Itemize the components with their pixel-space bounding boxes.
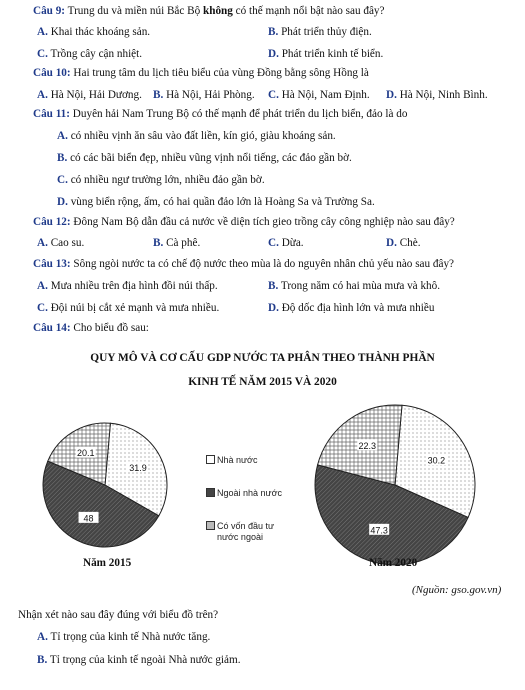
q11-option-c[interactable]: C. có nhiều ngư trường lớn, nhiều đảo gần bờ. — [57, 174, 265, 186]
data-label: 31.9 — [129, 462, 147, 473]
q10-option-b[interactable]: B. Hà Nội, Hải Phòng. — [153, 89, 255, 101]
q14-option-b[interactable]: B. Tỉ trọng của kinh tế ngoài Nhà nước giảm. — [37, 654, 241, 666]
pie-label-2020: Năm 2020 — [369, 557, 418, 569]
q11-stem: Câu 11: Duyên hải Nam Trung Bộ có thế mạnh để phát triển du lịch biển, đảo là do — [33, 108, 408, 120]
data-label: 47.3 — [370, 525, 388, 536]
q14-option-a[interactable]: A. Tỉ trọng của kinh tế Nhà nước tăng. — [37, 631, 211, 643]
q12-option-c[interactable]: C. Dừa. — [268, 237, 304, 249]
q10-option-a[interactable]: A. Hà Nội, Hải Dương. — [37, 89, 142, 101]
question-number: Câu 12: — [33, 216, 71, 228]
legend-item-nonstate: Ngoài nhà nước — [206, 488, 282, 499]
q9-option-d[interactable]: D. Phát triển kinh tế biển. — [268, 48, 384, 60]
question-number: Câu 10: — [33, 67, 71, 79]
q11-option-d[interactable]: D. vùng biển rộng, ấm, có hai quần đảo lớn là Hoàng Sa và Trường Sa. — [57, 196, 375, 208]
q9-option-a[interactable]: A. Khai thác khoáng sản. — [37, 26, 151, 38]
data-label: 22.3 — [358, 440, 377, 451]
legend-item-fdi-line2: nước ngoài — [217, 532, 263, 542]
q12-option-b[interactable]: B. Cà phê. — [153, 237, 201, 249]
q13-stem: Câu 13: Sông ngòi nước ta có chế độ nước theo mùa là do nguyên nhân chủ yếu nào sau đây? — [33, 258, 455, 270]
q12-stem: Câu 12: Đông Nam Bộ dẫn đầu cả nước về diện tích gieo trồng cây công nghiệp nào sau đây? — [33, 216, 455, 228]
chart-title-line2: KINH TẾ NĂM 2015 VÀ 2020 — [188, 376, 337, 388]
legend-item-state: Nhà nước — [206, 455, 282, 466]
q13-option-a[interactable]: A. Mưa nhiều trên địa hình đồi núi thấp. — [37, 280, 218, 292]
q9-option-b[interactable]: B. Phát triển thủy điện. — [268, 26, 372, 38]
q10-option-d[interactable]: D. Hà Nội, Ninh Bình. — [386, 89, 488, 101]
q14-question: Nhận xét nào sau đây đúng với biểu đồ trên? — [18, 609, 219, 621]
q12-option-d[interactable]: D. Chè. — [386, 237, 421, 249]
q9-option-c[interactable]: C. Trồng cây cận nhiệt. — [37, 48, 143, 60]
q13-option-c[interactable]: C. Đội núi bị cắt xẻ mạnh và mưa nhiều. — [37, 302, 220, 314]
legend-swatch-dots — [206, 455, 215, 464]
q11-option-a[interactable]: A. có nhiều vịnh ăn sâu vào đất liền, kín gió, giàu khoáng sản. — [57, 130, 336, 142]
legend-swatch-dark — [206, 488, 215, 497]
q11-option-b[interactable]: B. có các bãi biển đẹp, nhiều vũng vịnh nổi tiếng, các đảo gần bờ. — [57, 152, 352, 164]
data-label: 48 — [83, 513, 94, 524]
q14-stem: Câu 14: Cho biểu đồ sau: — [33, 322, 149, 334]
q13-option-d[interactable]: D. Độ dốc địa hình lớn và mưa nhiều — [268, 302, 435, 314]
q13-option-b[interactable]: B. Trong năm có hai mùa mưa và khô. — [268, 280, 441, 292]
data-label: 30.2 — [427, 455, 446, 466]
q10-option-c[interactable]: C. Hà Nội, Nam Định. — [268, 89, 370, 101]
legend-item-fdi: Có vốn đầu tư — [206, 521, 282, 532]
question-number: Câu 9: — [33, 5, 66, 17]
question-number: Câu 14: — [33, 322, 71, 334]
q10-stem: Câu 10: Hai trung tâm du lịch tiêu biểu của vùng Đồng bằng sông Hồng là — [33, 67, 369, 79]
chart-legend — [206, 455, 282, 543]
source-note: (Nguồn: gso.gov.vn) — [412, 584, 502, 596]
legend-swatch-grid — [206, 521, 215, 530]
question-number: Câu 11: — [33, 108, 70, 120]
q12-option-a[interactable]: A. Cao su. — [37, 237, 85, 249]
chart-title-line1: QUY MÔ VÀ CƠ CẤU GDP NƯỚC TA PHÂN THEO THÀNH PHẦN — [90, 352, 435, 364]
question-number: Câu 13: — [33, 258, 71, 270]
pie-label-2015: Năm 2015 — [83, 557, 132, 569]
data-label: 20.1 — [76, 448, 95, 459]
q9-stem: Câu 9: Trung du và miền núi Bắc Bộ không có thế mạnh nổi bật nào sau đây? — [33, 5, 385, 17]
